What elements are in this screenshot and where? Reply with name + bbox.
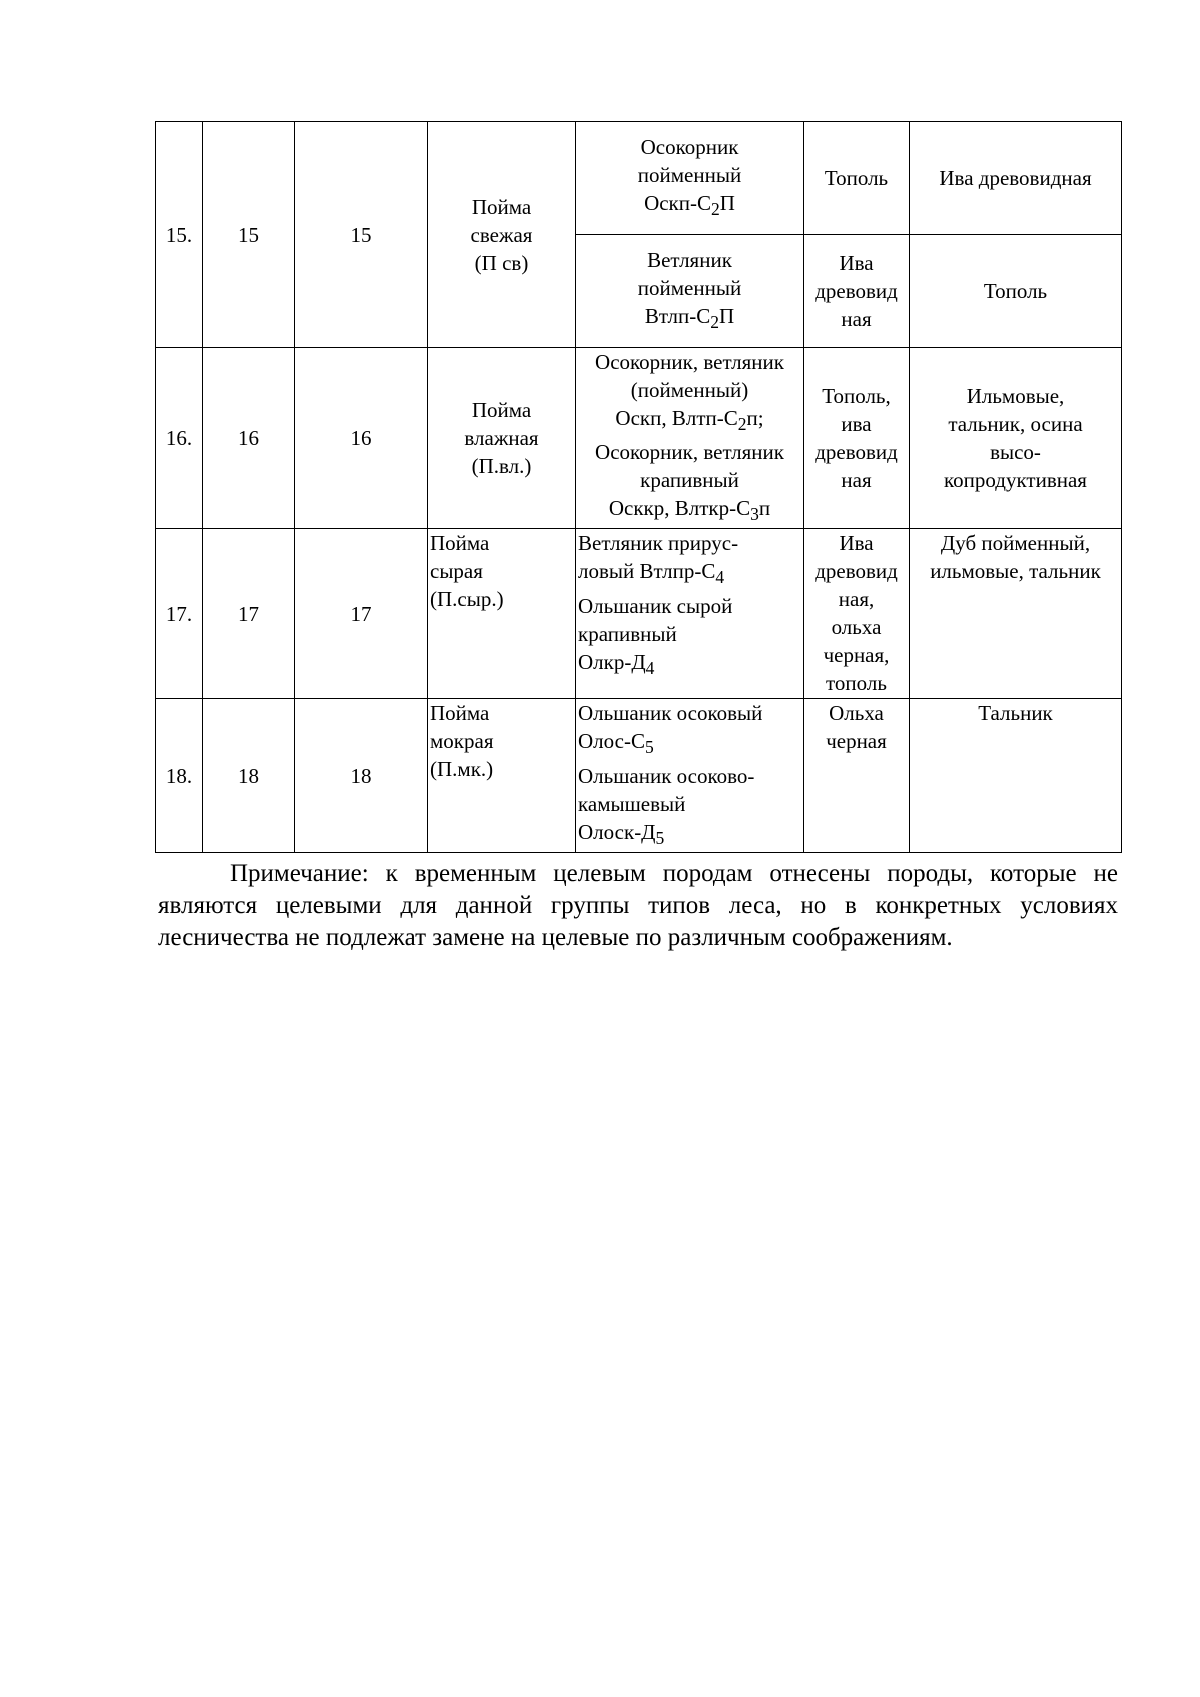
group-number: 18: [203, 699, 295, 852]
site-line: Пойма: [430, 531, 490, 556]
temporary-species-cell: [910, 348, 1122, 529]
main-species-line: древовид: [815, 440, 898, 465]
forest-type-line: пойменный: [637, 162, 742, 187]
main-species-cell: [804, 235, 910, 348]
temporary-species-line: Ильмовые,: [966, 384, 1065, 409]
temporary-species-line: копродуктивная: [944, 468, 1087, 493]
group-number: 15: [203, 122, 295, 348]
temporary-species-cell: [910, 699, 1122, 852]
temporary-species-line: Тополь: [983, 279, 1048, 303]
main-species-cell: [804, 529, 910, 699]
forest-type-cell: [576, 235, 804, 348]
main-species-line: ольха: [831, 615, 882, 640]
main-species-line: Тополь,: [822, 384, 891, 409]
row-number: 15.: [156, 122, 203, 348]
main-species-line: ная: [841, 307, 872, 331]
site-line: сырая: [430, 559, 483, 584]
type-number: 15: [295, 122, 428, 348]
forest-type-line: Ольшаник осоковый: [578, 701, 763, 726]
forest-type-code: Осккр, Влткр-$С_3п$: [608, 496, 771, 525]
main-species-line: древовид: [815, 559, 898, 584]
site-line: (П.сыр.): [430, 587, 504, 612]
temporary-species-line: Дуб пойменный,: [940, 531, 1091, 556]
row-number: 17.: [156, 529, 203, 699]
forest-type-line: камышевый: [578, 791, 686, 816]
site-line: (П св): [474, 250, 529, 275]
forest-type-line: Ольшаник сырой: [578, 593, 733, 618]
site-line: свежая: [470, 222, 533, 247]
temporary-species-cell: [910, 235, 1122, 348]
main-species-cell: [804, 348, 910, 529]
type-number: 16: [295, 348, 428, 529]
main-species-cell: [804, 122, 910, 235]
temporary-species-line: Ива древовидная: [939, 166, 1092, 190]
site-line: влажная: [464, 426, 539, 451]
forest-type-code: Олкр-$Д_4$: [578, 649, 655, 678]
main-species-cell: [804, 699, 910, 852]
temporary-species-cell: [910, 122, 1122, 235]
main-species-line: ива: [841, 412, 872, 437]
forest-type-line: Ольшаник осоково-: [578, 763, 755, 788]
forest-type-line: Ветляник прирус-: [578, 531, 739, 556]
forest-type-line: крапивный: [640, 468, 739, 493]
site-conditions-cell: [428, 699, 576, 852]
forest-type-code: Олос-$С_5$: [578, 729, 654, 758]
temporary-species-line: тальник, осина: [948, 412, 1083, 437]
table-row-15: [156, 122, 1122, 235]
site-line: Пойма: [471, 398, 532, 423]
type-number: 17: [295, 529, 428, 699]
forest-type-cell: [576, 348, 804, 529]
forest-type-code: Олоск-$Д_5$: [578, 819, 665, 848]
temporary-species-cell: [910, 529, 1122, 699]
temporary-species-line: Тальник: [978, 701, 1053, 726]
forest-type-line: Осокорник, ветляник: [595, 440, 784, 465]
forest-type-code: Втлп-$С_2П$: [644, 303, 735, 333]
forest-type-line: Ветляник: [647, 247, 732, 272]
forest-types-table: [155, 121, 1122, 853]
forest-type-line: крапивный: [578, 621, 677, 646]
temporary-species-line: ильмовые, тальник: [930, 559, 1101, 584]
site-conditions-cell: [428, 529, 576, 699]
main-species-line: Ольха: [829, 701, 884, 726]
site-conditions-cell: [428, 122, 576, 348]
main-species-line: черная: [826, 729, 887, 754]
site-line: (П.мк.): [430, 757, 494, 782]
forest-type-cell: [576, 122, 804, 235]
site-conditions-cell: [428, 348, 576, 529]
forest-type-cell: [576, 699, 804, 852]
temporary-species-line: высо-: [990, 440, 1041, 465]
forest-type-code: ловый Втлпр-$С_4$: [578, 559, 725, 588]
forest-type-code: Оскп, Влтп-$С_2п$;: [615, 406, 764, 435]
forest-type-line: пойменный: [637, 275, 742, 300]
site-line: Пойма: [430, 701, 490, 726]
table-note: Примечание: к временным целевым породам отнесены породы, которые не являются целевыми для данной группы типов леса, но в конкретных условиях лесничества не подлежат замене на целевые по различным соображениям.: [158, 860, 1118, 951]
site-line: мокрая: [430, 729, 494, 754]
table-row-16: [156, 348, 1122, 529]
row-number: 16.: [156, 348, 203, 529]
main-species-line: черная,: [823, 643, 890, 668]
forest-type-line: Осокорник, ветляник: [595, 350, 784, 374]
row-number: 18.: [156, 699, 203, 852]
main-species-line: ная: [841, 468, 872, 493]
group-number: 16: [203, 348, 295, 529]
forest-type-line: Осокорник: [640, 134, 739, 159]
table-row-17: [156, 529, 1122, 699]
forest-type-cell: [576, 529, 804, 699]
main-species-line: ная,: [838, 587, 875, 612]
group-number: 17: [203, 529, 295, 699]
site-line: (П.вл.): [471, 454, 532, 479]
table-row-18: [156, 699, 1122, 852]
site-line: Пойма: [471, 194, 532, 219]
forest-type-line: (пойменный): [630, 378, 749, 402]
type-number: 18: [295, 699, 428, 852]
main-species-line: Ива: [839, 251, 874, 275]
forest-type-code: Оскп-$С_2П$: [644, 190, 735, 220]
main-species-line: Ива: [839, 531, 874, 556]
main-species-line: Тополь: [824, 166, 889, 190]
main-species-line: тополь: [826, 671, 887, 696]
main-species-line: древовид: [815, 279, 898, 303]
